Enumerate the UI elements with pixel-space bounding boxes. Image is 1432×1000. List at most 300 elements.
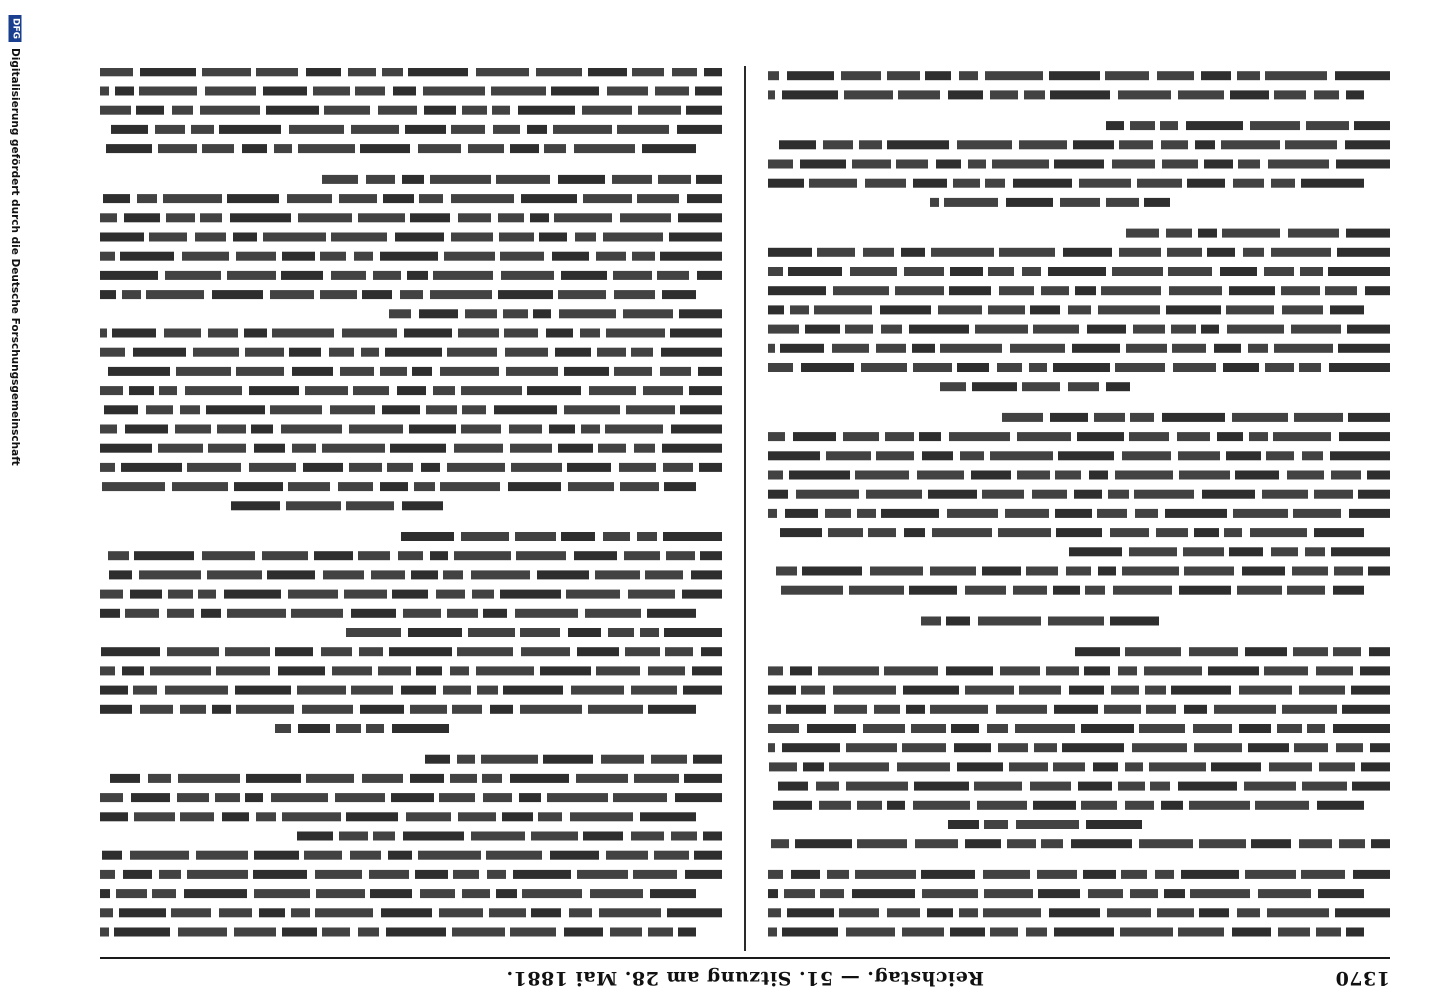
- text-column-right-text-word: [482, 774, 502, 783]
- text-column-left-text-word: [1009, 762, 1048, 771]
- text-column-right-text-word: [439, 793, 475, 802]
- text-column-right-text-word: [416, 666, 442, 675]
- text-column-right-text-word: [134, 812, 175, 821]
- text-column-left-text-word: [887, 908, 920, 917]
- text-column-left-text-word: [1118, 782, 1145, 791]
- text-column-left-text-word: [932, 528, 992, 537]
- text-column-right-text-word: [436, 590, 465, 599]
- text-column-left-text-word: [1139, 839, 1193, 848]
- text-column-right-text-word: [471, 832, 525, 841]
- text-column-right-text-word: [597, 348, 626, 357]
- text-column-left-text-word: [1150, 782, 1170, 791]
- text-column-left-text-word: [1325, 286, 1357, 295]
- text-column-left-text-word: [1239, 686, 1292, 695]
- text-column-right-text-word: [302, 705, 353, 714]
- text-column-left-text-word: [1235, 471, 1279, 480]
- text-column-right-text-word: [100, 386, 123, 395]
- text-column-left-text-word: [805, 325, 840, 334]
- text-column-right-text-word: [527, 125, 547, 134]
- text-column-right-text-word: [666, 551, 695, 560]
- text-column-right-text-word: [527, 386, 581, 395]
- text-column-left-text-word: [954, 743, 991, 752]
- text-column-left-text-word: [1329, 363, 1390, 372]
- text-column-left-text-word: [1282, 705, 1337, 714]
- text-column-left-text-line: [780, 528, 1364, 537]
- text-column-left-text-word: [1287, 586, 1325, 595]
- text-column-left-text-word: [1214, 705, 1276, 714]
- text-column-left-text-word: [771, 839, 789, 848]
- text-column-left-text-line: [768, 908, 1390, 917]
- text-column-left-text-word: [779, 140, 816, 149]
- text-column-left-text-word: [1161, 801, 1183, 810]
- text-column-right-text-word: [259, 908, 285, 917]
- text-column-left-text-word: [919, 432, 941, 441]
- text-column-left-text-word: [1049, 908, 1100, 917]
- text-column-right-text-word: [645, 570, 683, 579]
- text-column-left-text-line: [769, 762, 1390, 771]
- text-column-right-text-word: [605, 425, 663, 434]
- text-column-right-text-word: [647, 609, 696, 618]
- text-column-right-text-word: [201, 609, 221, 618]
- text-column-right-text-word: [130, 851, 189, 860]
- text-column-left-text-word: [1227, 325, 1284, 334]
- text-column-right-text-word: [648, 705, 696, 714]
- text-column-left-text-word: [1075, 647, 1120, 656]
- text-column-left-text-word: [922, 451, 953, 460]
- text-column-left-text-word: [1271, 248, 1331, 257]
- text-column-left-text-line: [768, 451, 1390, 460]
- text-column-right-text-word: [122, 290, 141, 299]
- text-column-right-text-word: [114, 928, 170, 937]
- text-column-left-text-word: [1077, 432, 1124, 441]
- text-column-right-text-word: [500, 590, 561, 599]
- text-column-left-text-word: [1089, 471, 1108, 480]
- text-column-left-text-word: [1054, 705, 1098, 714]
- text-column-left-text-word: [1058, 451, 1114, 460]
- text-column-right-text-word: [491, 87, 546, 96]
- text-column-left-text-word: [1071, 839, 1132, 848]
- text-column-right-text-word: [642, 144, 696, 153]
- text-column-left-text-word: [1354, 121, 1390, 130]
- text-column-right-text-word: [322, 175, 358, 184]
- text-column-left-text-word: [870, 567, 923, 576]
- text-column-right-text-word: [624, 551, 660, 560]
- text-column-right-text-word: [291, 609, 343, 618]
- text-column-right-text-word: [698, 367, 722, 376]
- text-column-right-text-word: [598, 444, 626, 453]
- text-column-left-text-word: [768, 286, 826, 295]
- text-column-right-text-word: [180, 812, 214, 821]
- text-column-right-text-word: [235, 686, 291, 695]
- text-column-left-text-word: [1081, 724, 1134, 733]
- text-column-left-text-word: [819, 801, 851, 810]
- text-column-right-text-word: [631, 686, 677, 695]
- text-column-left-text-line: [768, 160, 1390, 169]
- text-column-left-text-word: [1250, 528, 1307, 537]
- text-column-left-text-word: [1238, 160, 1260, 169]
- text-column-left-text-word: [768, 71, 779, 80]
- text-column-right-text-word: [215, 793, 240, 802]
- text-column-left-text-word: [855, 870, 916, 879]
- text-column-left-text-word: [788, 267, 842, 276]
- text-column-right-text-line: [109, 570, 722, 579]
- text-column-left-text-word: [1183, 547, 1224, 556]
- text-column-left-text-line: [776, 567, 1390, 576]
- text-column-right-text-word: [590, 889, 643, 898]
- text-column-left-text-word: [950, 267, 983, 276]
- text-column-left-text-word: [881, 325, 902, 334]
- text-column-right-text-word: [506, 367, 558, 376]
- text-column-left-text-line: [771, 839, 1390, 848]
- text-column-left-text-word: [796, 490, 859, 499]
- text-column-left-text-word: [1328, 267, 1390, 276]
- text-column-right-text-word: [596, 252, 626, 261]
- text-column-right-text-word: [558, 175, 605, 184]
- text-column-left-text-word: [1135, 509, 1158, 518]
- text-column-left-lines: [768, 68, 1390, 943]
- text-column-left-text-word: [988, 267, 1014, 276]
- text-column-right-text-word: [275, 724, 291, 733]
- text-column-left-text-line: [930, 198, 1170, 207]
- text-column-left-text-word: [880, 305, 931, 314]
- text-column-left-text-word: [1062, 743, 1124, 752]
- text-column-right-text-word: [100, 106, 131, 115]
- text-column-right-text-word: [263, 87, 307, 96]
- text-column-right-text-word: [568, 482, 614, 491]
- text-column-right-text-word: [130, 590, 162, 599]
- text-column-left-text-word: [1017, 432, 1071, 441]
- text-column-left-text-word: [768, 471, 783, 480]
- text-column-left-text-word: [768, 160, 793, 169]
- text-column-left-text-word: [782, 928, 838, 937]
- text-column-left-text-word: [1172, 344, 1206, 353]
- text-column-right-text-word: [315, 870, 362, 879]
- text-column-right-text-word: [424, 106, 456, 115]
- text-column-right-text-word: [651, 755, 687, 764]
- text-column-right-text-word: [344, 590, 387, 599]
- text-column-left-text-word: [1237, 908, 1260, 917]
- text-column-left-text-word: [1214, 344, 1241, 353]
- text-column-right-text-word: [133, 348, 186, 357]
- text-column-left-text-word: [1173, 363, 1216, 372]
- text-column-left-text-word: [984, 889, 1033, 898]
- text-column-right-text-word: [425, 755, 450, 764]
- text-column-left-text-word: [1015, 724, 1075, 733]
- text-column-right-text-word: [620, 213, 671, 222]
- text-column-left-text-word: [827, 870, 849, 879]
- text-column-right-text-line: [346, 628, 722, 637]
- text-column-left-text-word: [1347, 325, 1390, 334]
- text-column-right-text-word: [136, 106, 164, 115]
- text-column-right-text-word: [332, 666, 372, 675]
- text-column-left-text-word: [1155, 870, 1174, 879]
- text-column-left-text-word: [780, 528, 822, 537]
- text-column-left-text-word: [1055, 471, 1081, 480]
- text-column-left-text-line: [768, 179, 1364, 188]
- text-column-left-text-word: [876, 451, 914, 460]
- text-column-left-text-word: [1063, 248, 1112, 257]
- text-column-left-text-word: [1207, 248, 1235, 257]
- text-column-left-text-word: [1281, 286, 1320, 295]
- text-column-left-text-word: [768, 724, 799, 733]
- text-column-left-text-word: [1081, 801, 1117, 810]
- text-column-right-text-word: [643, 386, 683, 395]
- text-column-right-text-word: [633, 870, 677, 879]
- text-column-right-text-word: [637, 532, 657, 541]
- text-column-right-text-word: [322, 444, 385, 453]
- text-column-left-text-word: [1010, 344, 1065, 353]
- text-column-left-text-word: [951, 724, 979, 733]
- text-column-right-text-word: [522, 889, 582, 898]
- text-column-left-text-word: [874, 705, 900, 714]
- text-column-left-text-word: [1229, 547, 1263, 556]
- text-column-right-text-word: [531, 832, 578, 841]
- text-column-right-text-word: [219, 125, 281, 134]
- text-column-left-text-word: [1030, 782, 1071, 791]
- text-column-left-text-word: [1053, 363, 1110, 372]
- text-column-right-text-word: [576, 774, 628, 783]
- text-column-left-text-word: [1221, 140, 1280, 149]
- text-column-right-text-word: [382, 68, 403, 76]
- text-column-right-text-word: [411, 570, 438, 579]
- text-column-right-text-word: [314, 551, 353, 560]
- text-column-right-text-word: [684, 774, 722, 783]
- text-column-right-text-word: [115, 87, 134, 96]
- text-column-right-text-word: [207, 570, 262, 579]
- text-column-left-text-word: [1139, 724, 1185, 733]
- text-column-left-text-word: [1024, 90, 1045, 99]
- text-column-right-text-word: [339, 832, 368, 841]
- text-column-right-text-word: [287, 194, 332, 203]
- text-column-right-text-line: [322, 175, 722, 184]
- text-column-left-text-word: [793, 432, 836, 441]
- text-column-right-text-line: [100, 812, 696, 821]
- text-column-right-text-word: [100, 290, 116, 299]
- text-column-right-text-word: [108, 551, 129, 560]
- text-column-left-text-word: [1346, 90, 1364, 99]
- text-column-right-text-word: [298, 144, 355, 153]
- text-column-right-text-line: [100, 870, 722, 879]
- text-column-right-text-word: [481, 755, 538, 764]
- text-column-left-text-word: [1229, 286, 1275, 295]
- text-column-right-text-word: [286, 501, 341, 510]
- text-column-right-text-word: [380, 482, 408, 491]
- text-column-right-text-word: [458, 213, 491, 222]
- text-column-right-text-word: [323, 570, 364, 579]
- text-column-left-text-word: [1056, 528, 1102, 537]
- text-column-left-text-word: [1053, 586, 1080, 595]
- text-column-right-text-word: [281, 425, 342, 434]
- text-column-left-text-word: [1144, 666, 1202, 675]
- text-column-right-text-word: [222, 812, 249, 821]
- text-column-right-text-word: [392, 590, 428, 599]
- text-column-left-text-word: [1232, 413, 1288, 422]
- text-column-right-text-word: [457, 647, 513, 656]
- text-column-left-text-word: [965, 586, 1006, 595]
- text-column-right-text-word: [426, 405, 457, 414]
- text-column-right-text-word: [330, 405, 375, 414]
- text-column-left-text-word: [1255, 801, 1309, 810]
- text-column-left-text-word: [1361, 762, 1390, 771]
- text-column-left-text-word: [1291, 325, 1341, 334]
- text-column-left-text-word: [1104, 705, 1141, 714]
- text-column-right-text-word: [458, 329, 499, 338]
- text-column-left-text-word: [1243, 248, 1264, 257]
- text-column-right-text-word: [581, 425, 600, 434]
- text-column-left-text-word: [982, 490, 1024, 499]
- text-column-right-text-word: [397, 386, 426, 395]
- text-column-left-text-word: [790, 305, 809, 314]
- text-column-left-text-word: [1317, 801, 1364, 810]
- text-column-left-text-word: [1164, 889, 1185, 898]
- text-column-right-text-word: [177, 793, 209, 802]
- text-column-right-text-word: [420, 889, 455, 898]
- text-column-right-text-word: [234, 928, 276, 937]
- text-column-right-text-word: [242, 144, 267, 153]
- text-column-right-text-word: [407, 271, 428, 280]
- text-column-right-text-word: [402, 175, 424, 184]
- text-column-left-text-word: [1334, 567, 1363, 576]
- text-column-right-text-word: [355, 87, 385, 96]
- text-column-left-text-word: [841, 71, 881, 80]
- text-column-left-text-word: [1193, 724, 1232, 733]
- text-column-left-text-word: [1251, 839, 1291, 848]
- text-column-right-text-word: [270, 290, 314, 299]
- text-column-right-text-word: [558, 444, 593, 453]
- text-column-right-text-line: [100, 908, 722, 917]
- text-column-right-text-word: [346, 628, 401, 637]
- text-column-right-text-word: [282, 928, 317, 937]
- text-column-left-text-word: [913, 179, 947, 188]
- text-column-left-text-word: [912, 344, 935, 353]
- text-column-right-text-word: [588, 705, 643, 714]
- text-column-left-text-word: [1069, 547, 1122, 556]
- text-column-right-text-word: [270, 405, 322, 414]
- text-column-right-text-word: [486, 851, 542, 860]
- text-column-left-text-word: [801, 363, 854, 372]
- text-column-left-text-word: [1293, 509, 1341, 518]
- text-column-right-text-word: [519, 793, 541, 802]
- text-column-right-text-word: [654, 851, 689, 860]
- text-column-right-text-word: [471, 570, 530, 579]
- text-column-right-text-word: [140, 705, 173, 714]
- text-column-right-text-word: [187, 463, 241, 472]
- text-column-right-text-word: [253, 870, 307, 879]
- text-column-right-text-word: [108, 367, 170, 376]
- text-column-right-text-word: [530, 213, 549, 222]
- text-column-right-text-word: [679, 309, 722, 318]
- text-column-right-text-word: [172, 106, 193, 115]
- text-column-left-text-word: [1299, 839, 1332, 848]
- text-column-right-text-word: [599, 908, 661, 917]
- text-column-left-text-word: [965, 686, 1014, 695]
- text-column-right-text-word: [494, 405, 557, 414]
- text-column-right-text-word: [100, 666, 115, 675]
- text-column-right-text-word: [100, 329, 107, 338]
- text-column-right-text-word: [321, 647, 352, 656]
- text-column-right-text-word: [451, 233, 493, 242]
- text-column-right-text-line: [100, 87, 722, 96]
- text-column-right-text-line: [102, 851, 722, 860]
- text-column-left-text-word: [1093, 762, 1118, 771]
- text-column-right-text-word: [158, 144, 197, 153]
- text-column-right-text-word: [172, 482, 228, 491]
- text-column-left-text-word: [949, 286, 991, 295]
- text-column-right-text-word: [588, 68, 627, 76]
- text-column-left-text-word: [769, 762, 797, 771]
- text-column-right-text-word: [577, 647, 619, 656]
- text-column-left-text-word: [998, 743, 1028, 752]
- text-column-left-text-word: [1336, 160, 1390, 169]
- text-column-right-text-word: [120, 252, 174, 261]
- text-column-left-text-word: [1266, 451, 1294, 460]
- text-column-left-text-word: [807, 724, 856, 733]
- text-column-left-text-word: [1069, 686, 1104, 695]
- text-column-right-text-word: [430, 290, 492, 299]
- text-column-right-text-word: [195, 233, 226, 242]
- text-column-right-text-word: [292, 444, 316, 453]
- text-column-right-text-word: [167, 609, 194, 618]
- text-column-left-text-word: [1204, 160, 1233, 169]
- text-column-left-text-word: [768, 928, 777, 937]
- text-column-right-text-word: [564, 367, 609, 376]
- text-column-left-text-word: [1184, 705, 1207, 714]
- text-column-left-text-word: [925, 71, 951, 80]
- text-column-left-text-word: [768, 666, 783, 675]
- text-column-right-text-word: [100, 870, 115, 879]
- text-column-right-text-word: [349, 425, 403, 434]
- text-column-right-text-word: [499, 233, 534, 242]
- text-column-left-text-word: [948, 820, 979, 829]
- text-column-right-text-word: [391, 793, 434, 802]
- text-column-left-text-word: [1146, 705, 1176, 714]
- text-column-left-text-word: [1368, 567, 1390, 576]
- text-column-left-text-word: [1165, 509, 1227, 518]
- text-column-right-text-line: [100, 444, 722, 453]
- text-column-left-text-word: [768, 743, 775, 752]
- text-column-left-text-word: [833, 286, 889, 295]
- text-column-right-text-word: [392, 724, 449, 733]
- text-column-right-text-word: [196, 851, 248, 860]
- text-column-left-text-word: [999, 248, 1055, 257]
- text-column-left-text-word: [780, 344, 824, 353]
- text-column-left-text-word: [768, 179, 804, 188]
- text-column-right-text-word: [278, 666, 325, 675]
- text-column-right-text-word: [123, 870, 152, 879]
- text-column-right-text-word: [262, 551, 308, 560]
- text-column-right-text-word: [612, 175, 652, 184]
- text-column-left-text-word: [983, 908, 1041, 917]
- text-column-right-text-line: [100, 590, 722, 599]
- text-column-left-text-word: [1171, 325, 1196, 334]
- text-column-right-text-word: [324, 106, 370, 115]
- text-column-left-text-word: [909, 325, 969, 334]
- text-column-left-text-word: [946, 666, 993, 675]
- text-column-left-text-word: [1222, 229, 1280, 238]
- text-column-left-text-word: [1112, 267, 1163, 276]
- text-column-left-text-word: [790, 666, 812, 675]
- text-column-right-text-word: [146, 290, 204, 299]
- text-column-right-text-word: [236, 252, 276, 261]
- text-column-right-text-word: [520, 705, 582, 714]
- text-column-right-text-word: [100, 444, 152, 453]
- text-column-right-text-word: [412, 367, 432, 376]
- text-column-right-text-word: [251, 425, 273, 434]
- text-column-right-text-word: [351, 609, 396, 618]
- text-column-left-text-word: [940, 344, 1002, 353]
- text-column-left-text-word: [1330, 305, 1364, 314]
- dfg-logo: DFG: [9, 15, 22, 42]
